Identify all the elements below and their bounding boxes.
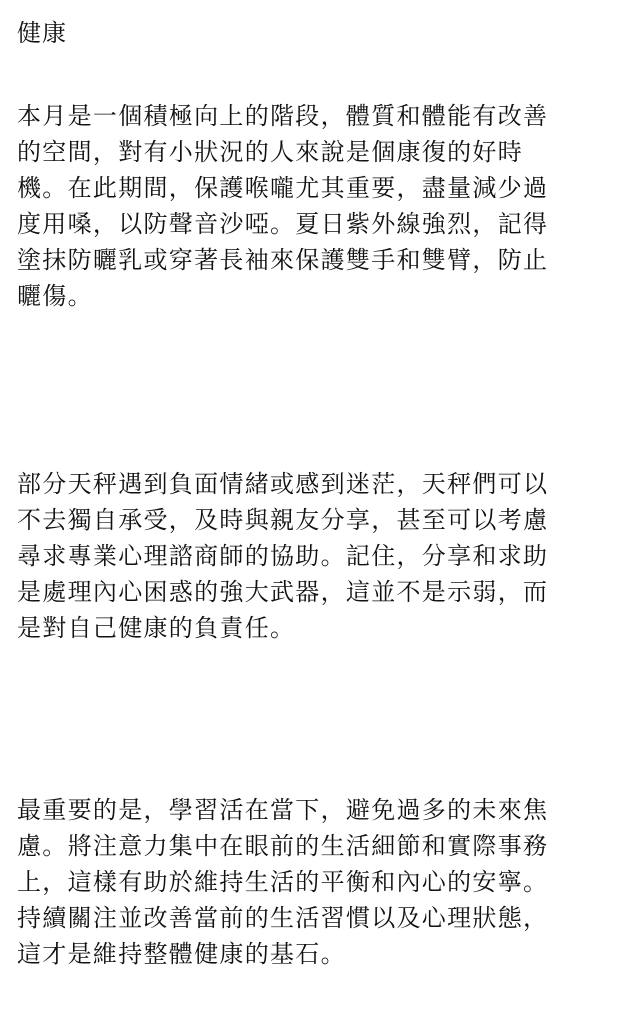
paragraph-3: [17, 792, 617, 972]
paragraph-line: 尋求專業心理諮商師的協助。記住，分享和求助: [17, 542, 549, 570]
paragraph-line: 本月是一個積極向上的階段，體質和體能有改善: [17, 102, 549, 130]
paragraph-line: 機。在此期間，保護喉嚨尤其重要，盡量減少過: [17, 174, 549, 202]
paragraph-line: 塗抹防曬乳或穿著長袖來保護雙手和雙臂，防止: [17, 246, 549, 274]
paragraph-line: 的空間，對有小狀況的人來說是個康復的好時: [17, 138, 523, 166]
paragraph-line: 這才是維持整體健康的基石。: [17, 940, 346, 968]
paragraph-1: [17, 98, 617, 314]
paragraph-line: 度用嗓，以防聲音沙啞。夏日紫外線強烈，記得: [17, 210, 549, 238]
paragraph-line: 不去獨自承受，及時與親友分享，甚至可以考慮: [17, 506, 549, 534]
paragraph-line: 慮。將注意力集中在眼前的生活細節和實際事務: [17, 832, 549, 860]
paragraph-line: 持續關注並改善當前的生活習慣以及心理狀態，: [17, 904, 549, 932]
paragraph-line: 曬傷。: [17, 282, 93, 310]
section-title: 健康: [17, 19, 67, 47]
paragraph-line: 部分天秤遇到負面情緒或感到迷茫，天秤們可以: [17, 470, 549, 498]
paragraph-line: 是對自己健康的負責任。: [17, 614, 296, 642]
paragraph-line: 最重要的是，學習活在當下，避免過多的未來焦: [17, 796, 549, 824]
paragraph-line: 是處理內心困惑的強大武器，這並不是示弱，而: [17, 578, 549, 606]
paragraph-line: 上，這樣有助於維持生活的平衡和內心的安寧。: [17, 868, 549, 896]
paragraph-2: [17, 466, 617, 646]
